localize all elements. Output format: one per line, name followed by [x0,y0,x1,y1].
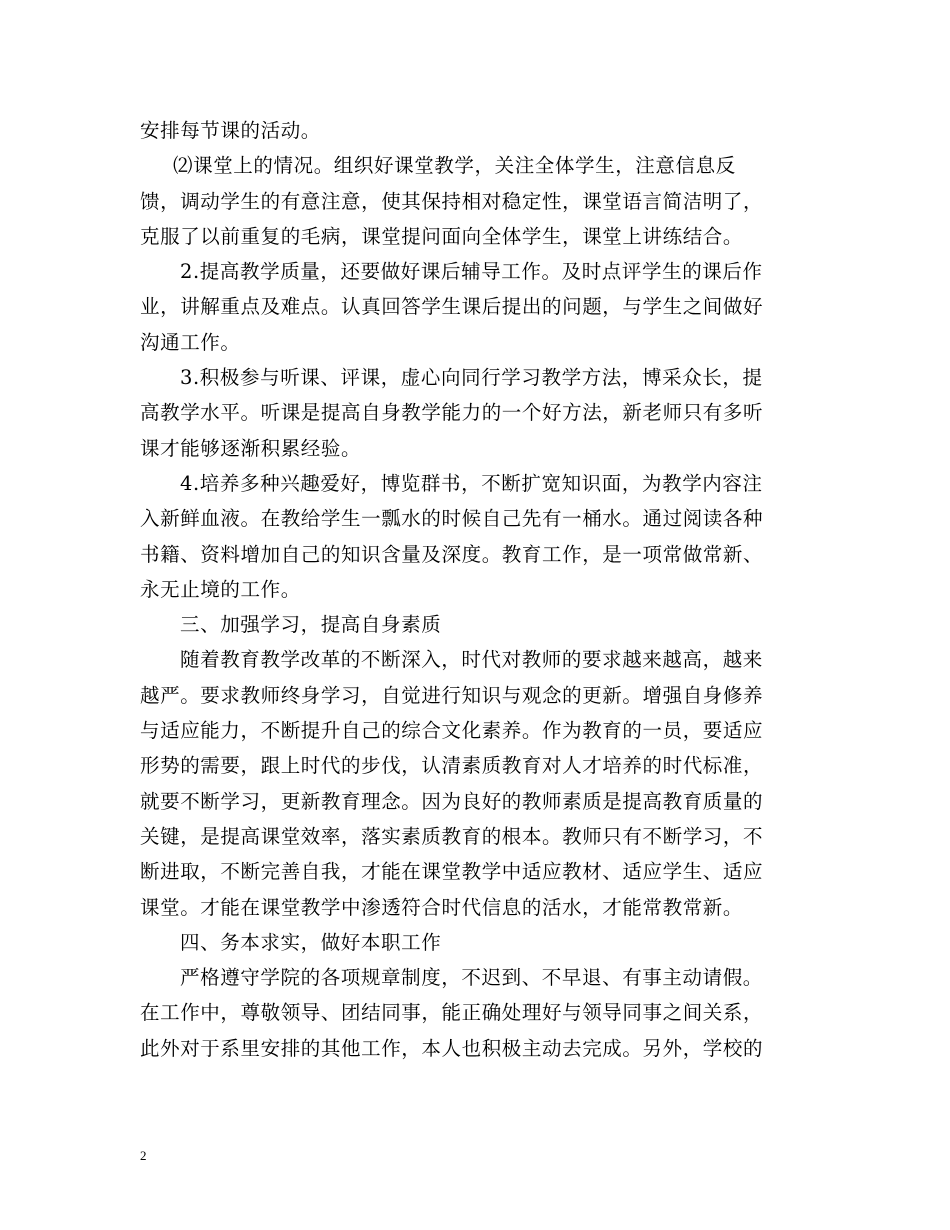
text-line: 克服了以前重复的毛病，课堂提问面向全体学生，课堂上讲练结合。 [140,224,744,248]
text-line: 课堂。才能在课堂教学中渗透符合时代信息的活水，才能常教常新。 [140,895,744,919]
body-text [140,113,812,1066]
text-line: 在工作中，尊敬领导、团结同事，能正确处理好与领导同事之间关系， [140,1001,764,1025]
text-line: 关键，是提高课堂效率，落实素质教育的根本。教师只有不断学习，不 [140,824,764,848]
paragraph-start-line: ⑵课堂上的情况。组织好课堂教学，关注全体学生，注意信息反 [173,154,736,178]
text-line: 就要不断学习，更新教育理念。因为良好的教师素质是提高教育质量的 [140,789,764,813]
text-line: 入新鲜血液。在教给学生一瓢水的时候自己先有一桶水。通过阅读各种 [140,507,764,531]
paragraph-start-line: 随着教育教学改革的不断深入，时代对教师的要求越来越高，越来 [180,648,763,672]
text-line: 断进取，不断完善自我，才能在课堂教学中适应教材、适应学生、适应 [140,860,764,884]
text-line: 业，讲解重点及难点。认真回答学生课后提出的问题，与学生之间做好 [140,295,764,319]
text-line: 此外对于系里安排的其他工作，本人也积极主动去完成。另外，学校的 [140,1036,764,1060]
page-number: 2 [140,1148,147,1163]
paragraph-start-line: 2.提高教学质量，还要做好课后辅导工作。及时点评学生的课后作 [180,260,763,284]
text-line: 与适应能力，不断提升自己的综合文化素养。作为教育的一员，要适应 [140,719,764,743]
text-line: 高教学水平。听课是提高自身教学能力的一个好方法，新老师只有多听 [140,401,764,425]
section-heading: 四、务本求实，做好本职工作 [180,930,442,954]
text-line: 安排每节课的活动。 [140,119,321,142]
text-line: 形势的需要，跟上时代的步伐，认清素质教育对人才培养的时代标准， [140,754,764,778]
paragraph-start-line: 3.积极参与听课、评课，虚心向同行学习教学方法，博采众长，提 [180,366,763,390]
text-line: 课才能够逐渐积累经验。 [140,436,362,460]
text-line: 馈，调动学生的有意注意，使其保持相对稳定性，课堂语言简洁明了， [140,189,764,213]
text-line: 书籍、资料增加自己的知识含量及深度。教育工作，是一项常做常新、 [140,542,764,566]
text-line: 永无止境的工作。 [140,577,301,601]
text-line: 越严。要求教师终身学习，自觉进行知识与观念的更新。增强自身修养 [140,683,764,707]
text-line: 沟通工作。 [140,330,241,354]
paragraph-start-line: 4.培养多种兴趣爱好，博览群书，不断扩宽知识面，为教学内容注 [180,471,763,495]
section-heading: 三、加强学习，提高自身素质 [180,613,442,637]
paragraph-start-line: 严格遵守学院的各项规章制度，不迟到、不早退、有事主动请假。 [180,966,763,990]
